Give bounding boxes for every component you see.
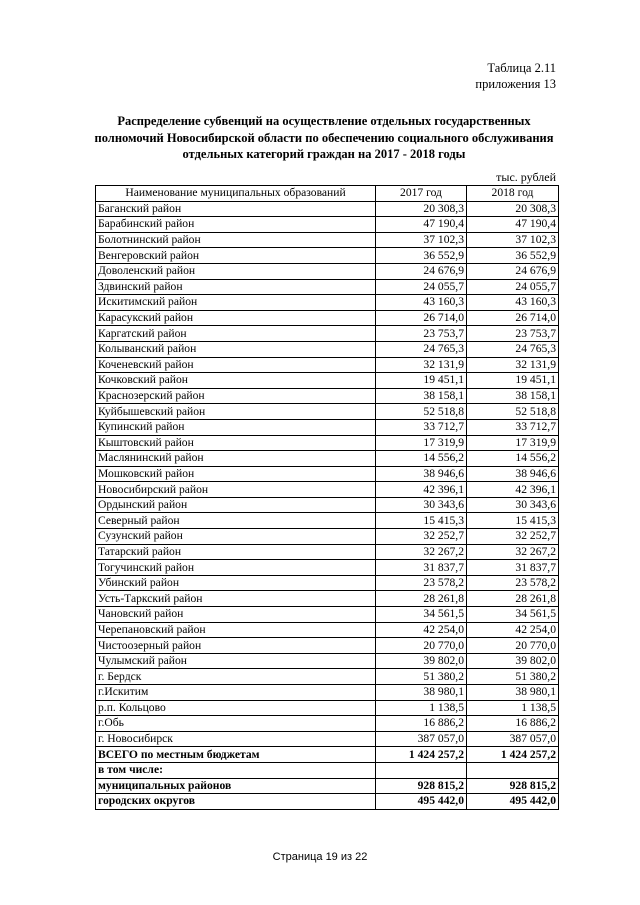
table-row (96, 341, 559, 357)
row-name: Болотнинский район (96, 232, 376, 248)
row-value-2017: 26 714,0 (376, 310, 467, 326)
including-row (96, 762, 559, 778)
row-value-2017: 23 578,2 (376, 575, 467, 591)
row-value-2018: 51 380,2 (467, 669, 559, 685)
row-value-2018: 31 837,7 (467, 560, 559, 576)
total-2018: 1 424 257,2 (467, 747, 559, 763)
row-value-2017: 38 980,1 (376, 685, 467, 701)
table-row (96, 263, 559, 279)
table-row (96, 513, 559, 529)
row-name: Убинский район (96, 575, 376, 591)
row-value-2017: 34 561,5 (376, 607, 467, 623)
table-row (96, 638, 559, 654)
row-value-2018: 32 252,7 (467, 529, 559, 545)
row-value-2018: 20 770,0 (467, 638, 559, 654)
sub-row-label: муниципальных районов (96, 778, 376, 794)
table-number: Таблица 2.11 (487, 61, 556, 75)
row-value-2018: 32 267,2 (467, 544, 559, 560)
row-name: Сузунский район (96, 529, 376, 545)
row-name: Доволенский район (96, 263, 376, 279)
row-value-2017: 1 138,5 (376, 700, 467, 716)
row-name: г. Бердск (96, 669, 376, 685)
row-value-2018: 36 552,9 (467, 248, 559, 264)
row-value-2017: 38 946,6 (376, 466, 467, 482)
row-value-2017: 38 158,1 (376, 388, 467, 404)
row-name: г. Новосибирск (96, 731, 376, 747)
table-row (96, 373, 559, 389)
row-name: Искитимский район (96, 295, 376, 311)
row-name: Баганский район (96, 201, 376, 217)
row-value-2018: 43 160,3 (467, 295, 559, 311)
table-row (96, 279, 559, 295)
row-value-2017: 387 057,0 (376, 731, 467, 747)
column-header-2017: 2017 год (376, 186, 467, 202)
row-value-2017: 15 415,3 (376, 513, 467, 529)
table-row (96, 482, 559, 498)
table-row (96, 326, 559, 342)
row-name: Чистоозерный район (96, 638, 376, 654)
row-value-2018: 32 131,9 (467, 357, 559, 373)
sub-row-2018: 495 442,0 (467, 794, 559, 810)
row-value-2017: 52 518,8 (376, 404, 467, 420)
row-value-2017: 14 556,2 (376, 451, 467, 467)
table-row (96, 466, 559, 482)
total-row (96, 747, 559, 763)
row-value-2018: 34 561,5 (467, 607, 559, 623)
title-line: полномочий Новосибирской области по обеспечению социального обслуживания (94, 130, 554, 145)
row-value-2018: 30 343,6 (467, 497, 559, 513)
row-name: Каргатский район (96, 326, 376, 342)
row-value-2017: 31 837,7 (376, 560, 467, 576)
row-name: Северный район (96, 513, 376, 529)
row-name: Купинский район (96, 419, 376, 435)
table-row (96, 529, 559, 545)
sub-row-2018: 928 815,2 (467, 778, 559, 794)
row-name: Ордынский район (96, 497, 376, 513)
row-value-2017: 36 552,9 (376, 248, 467, 264)
row-value-2017: 24 055,7 (376, 279, 467, 295)
row-value-2018: 38 158,1 (467, 388, 559, 404)
table-row (96, 731, 559, 747)
row-value-2017: 28 261,8 (376, 591, 467, 607)
table-header-row (96, 186, 559, 202)
table-row (96, 295, 559, 311)
table-row (96, 607, 559, 623)
row-name: Чановский район (96, 607, 376, 623)
row-value-2018: 26 714,0 (467, 310, 559, 326)
table-row (96, 310, 559, 326)
row-value-2018: 24 676,9 (467, 263, 559, 279)
row-name: Новосибирский район (96, 482, 376, 498)
table-row (96, 700, 559, 716)
row-value-2018: 20 308,3 (467, 201, 559, 217)
row-value-2018: 23 578,2 (467, 575, 559, 591)
table-row (96, 497, 559, 513)
table-row (96, 451, 559, 467)
row-name: Куйбышевский район (96, 404, 376, 420)
table-row (96, 560, 559, 576)
total-label: ВСЕГО по местным бюджетам (96, 747, 376, 763)
row-value-2017: 17 319,9 (376, 435, 467, 451)
sub-row-2017: 495 442,0 (376, 794, 467, 810)
row-value-2018: 38 980,1 (467, 685, 559, 701)
sub-row-label: городских округов (96, 794, 376, 810)
column-header-2018: 2018 год (467, 186, 559, 202)
row-value-2018: 19 451,1 (467, 373, 559, 389)
row-value-2018: 24 765,3 (467, 341, 559, 357)
row-value-2018: 17 319,9 (467, 435, 559, 451)
row-name: Чулымский район (96, 653, 376, 669)
including-label: в том числе: (96, 762, 376, 778)
row-value-2017: 39 802,0 (376, 653, 467, 669)
row-value-2018: 39 802,0 (467, 653, 559, 669)
row-value-2017: 20 770,0 (376, 638, 467, 654)
table-row (96, 217, 559, 233)
table-row (96, 419, 559, 435)
row-value-2017: 24 676,9 (376, 263, 467, 279)
row-value-2017: 20 308,3 (376, 201, 467, 217)
row-value-2018: 42 254,0 (467, 622, 559, 638)
row-value-2017: 32 131,9 (376, 357, 467, 373)
row-name: Венгеровский район (96, 248, 376, 264)
units-label: тыс. рублей (496, 170, 556, 184)
row-value-2018: 24 055,7 (467, 279, 559, 295)
table-row (96, 716, 559, 732)
table-row (96, 669, 559, 685)
row-name: Краснозерский район (96, 388, 376, 404)
table-row (96, 575, 559, 591)
row-value-2018: 23 753,7 (467, 326, 559, 342)
table-row (96, 591, 559, 607)
subsidy-table (95, 185, 559, 810)
table-row (96, 357, 559, 373)
row-value-2017: 37 102,3 (376, 232, 467, 248)
row-value-2018: 16 886,2 (467, 716, 559, 732)
row-name: Коченевский район (96, 357, 376, 373)
row-name: г.Обь (96, 716, 376, 732)
row-value-2018: 37 102,3 (467, 232, 559, 248)
title-line: отдельных категорий граждан на 2017 - 2018 годы (182, 147, 466, 161)
row-value-2017: 47 190,4 (376, 217, 467, 233)
table-row (96, 685, 559, 701)
row-value-2018: 1 138,5 (467, 700, 559, 716)
row-name: р.п. Кольцово (96, 700, 376, 716)
sub-row-2017: 928 815,2 (376, 778, 467, 794)
row-value-2017: 32 267,2 (376, 544, 467, 560)
table-row (96, 544, 559, 560)
row-name: г.Искитим (96, 685, 376, 701)
table-row (96, 388, 559, 404)
row-name: Колыванский район (96, 341, 376, 357)
row-value-2018: 14 556,2 (467, 451, 559, 467)
row-name: Карасукский район (96, 310, 376, 326)
page-footer: Страница 19 из 22 (272, 851, 368, 863)
row-name: Черепановский район (96, 622, 376, 638)
row-name: Кыштовский район (96, 435, 376, 451)
row-name: Мошковский район (96, 466, 376, 482)
row-value-2018: 387 057,0 (467, 731, 559, 747)
sub-row-districts (96, 778, 559, 794)
row-value-2018: 15 415,3 (467, 513, 559, 529)
row-name: Тогучинский район (96, 560, 376, 576)
row-name: Барабинский район (96, 217, 376, 233)
row-value-2017: 32 252,7 (376, 529, 467, 545)
appendix-label: приложения 13 (475, 77, 556, 91)
row-value-2017: 42 254,0 (376, 622, 467, 638)
row-value-2018: 52 518,8 (467, 404, 559, 420)
table-row (96, 653, 559, 669)
row-value-2018: 38 946,6 (467, 466, 559, 482)
column-header-name: Наименование муниципальных образований (96, 186, 376, 202)
row-value-2018: 33 712,7 (467, 419, 559, 435)
table-row (96, 201, 559, 217)
table-row (96, 622, 559, 638)
row-name: Маслянинский район (96, 451, 376, 467)
title-line: Распределение субвенций на осуществление отдельных государственных (117, 114, 531, 128)
row-value-2017: 30 343,6 (376, 497, 467, 513)
row-value-2017: 42 396,1 (376, 482, 467, 498)
row-name: Татарский район (96, 544, 376, 560)
table-row (96, 404, 559, 420)
row-value-2018: 28 261,8 (467, 591, 559, 607)
row-value-2017: 19 451,1 (376, 373, 467, 389)
row-name: Кочковский район (96, 373, 376, 389)
table-row (96, 435, 559, 451)
sub-row-cities (96, 794, 559, 810)
row-value-2018: 47 190,4 (467, 217, 559, 233)
row-value-2018: 42 396,1 (467, 482, 559, 498)
table-row (96, 232, 559, 248)
row-name: Усть-Таркский район (96, 591, 376, 607)
row-value-2017: 43 160,3 (376, 295, 467, 311)
row-value-2017: 24 765,3 (376, 341, 467, 357)
row-value-2017: 51 380,2 (376, 669, 467, 685)
row-value-2017: 23 753,7 (376, 326, 467, 342)
row-value-2017: 16 886,2 (376, 716, 467, 732)
row-value-2017: 33 712,7 (376, 419, 467, 435)
document-title (90, 113, 558, 163)
row-name: Здвинский район (96, 279, 376, 295)
table-row (96, 248, 559, 264)
total-2017: 1 424 257,2 (376, 747, 467, 763)
